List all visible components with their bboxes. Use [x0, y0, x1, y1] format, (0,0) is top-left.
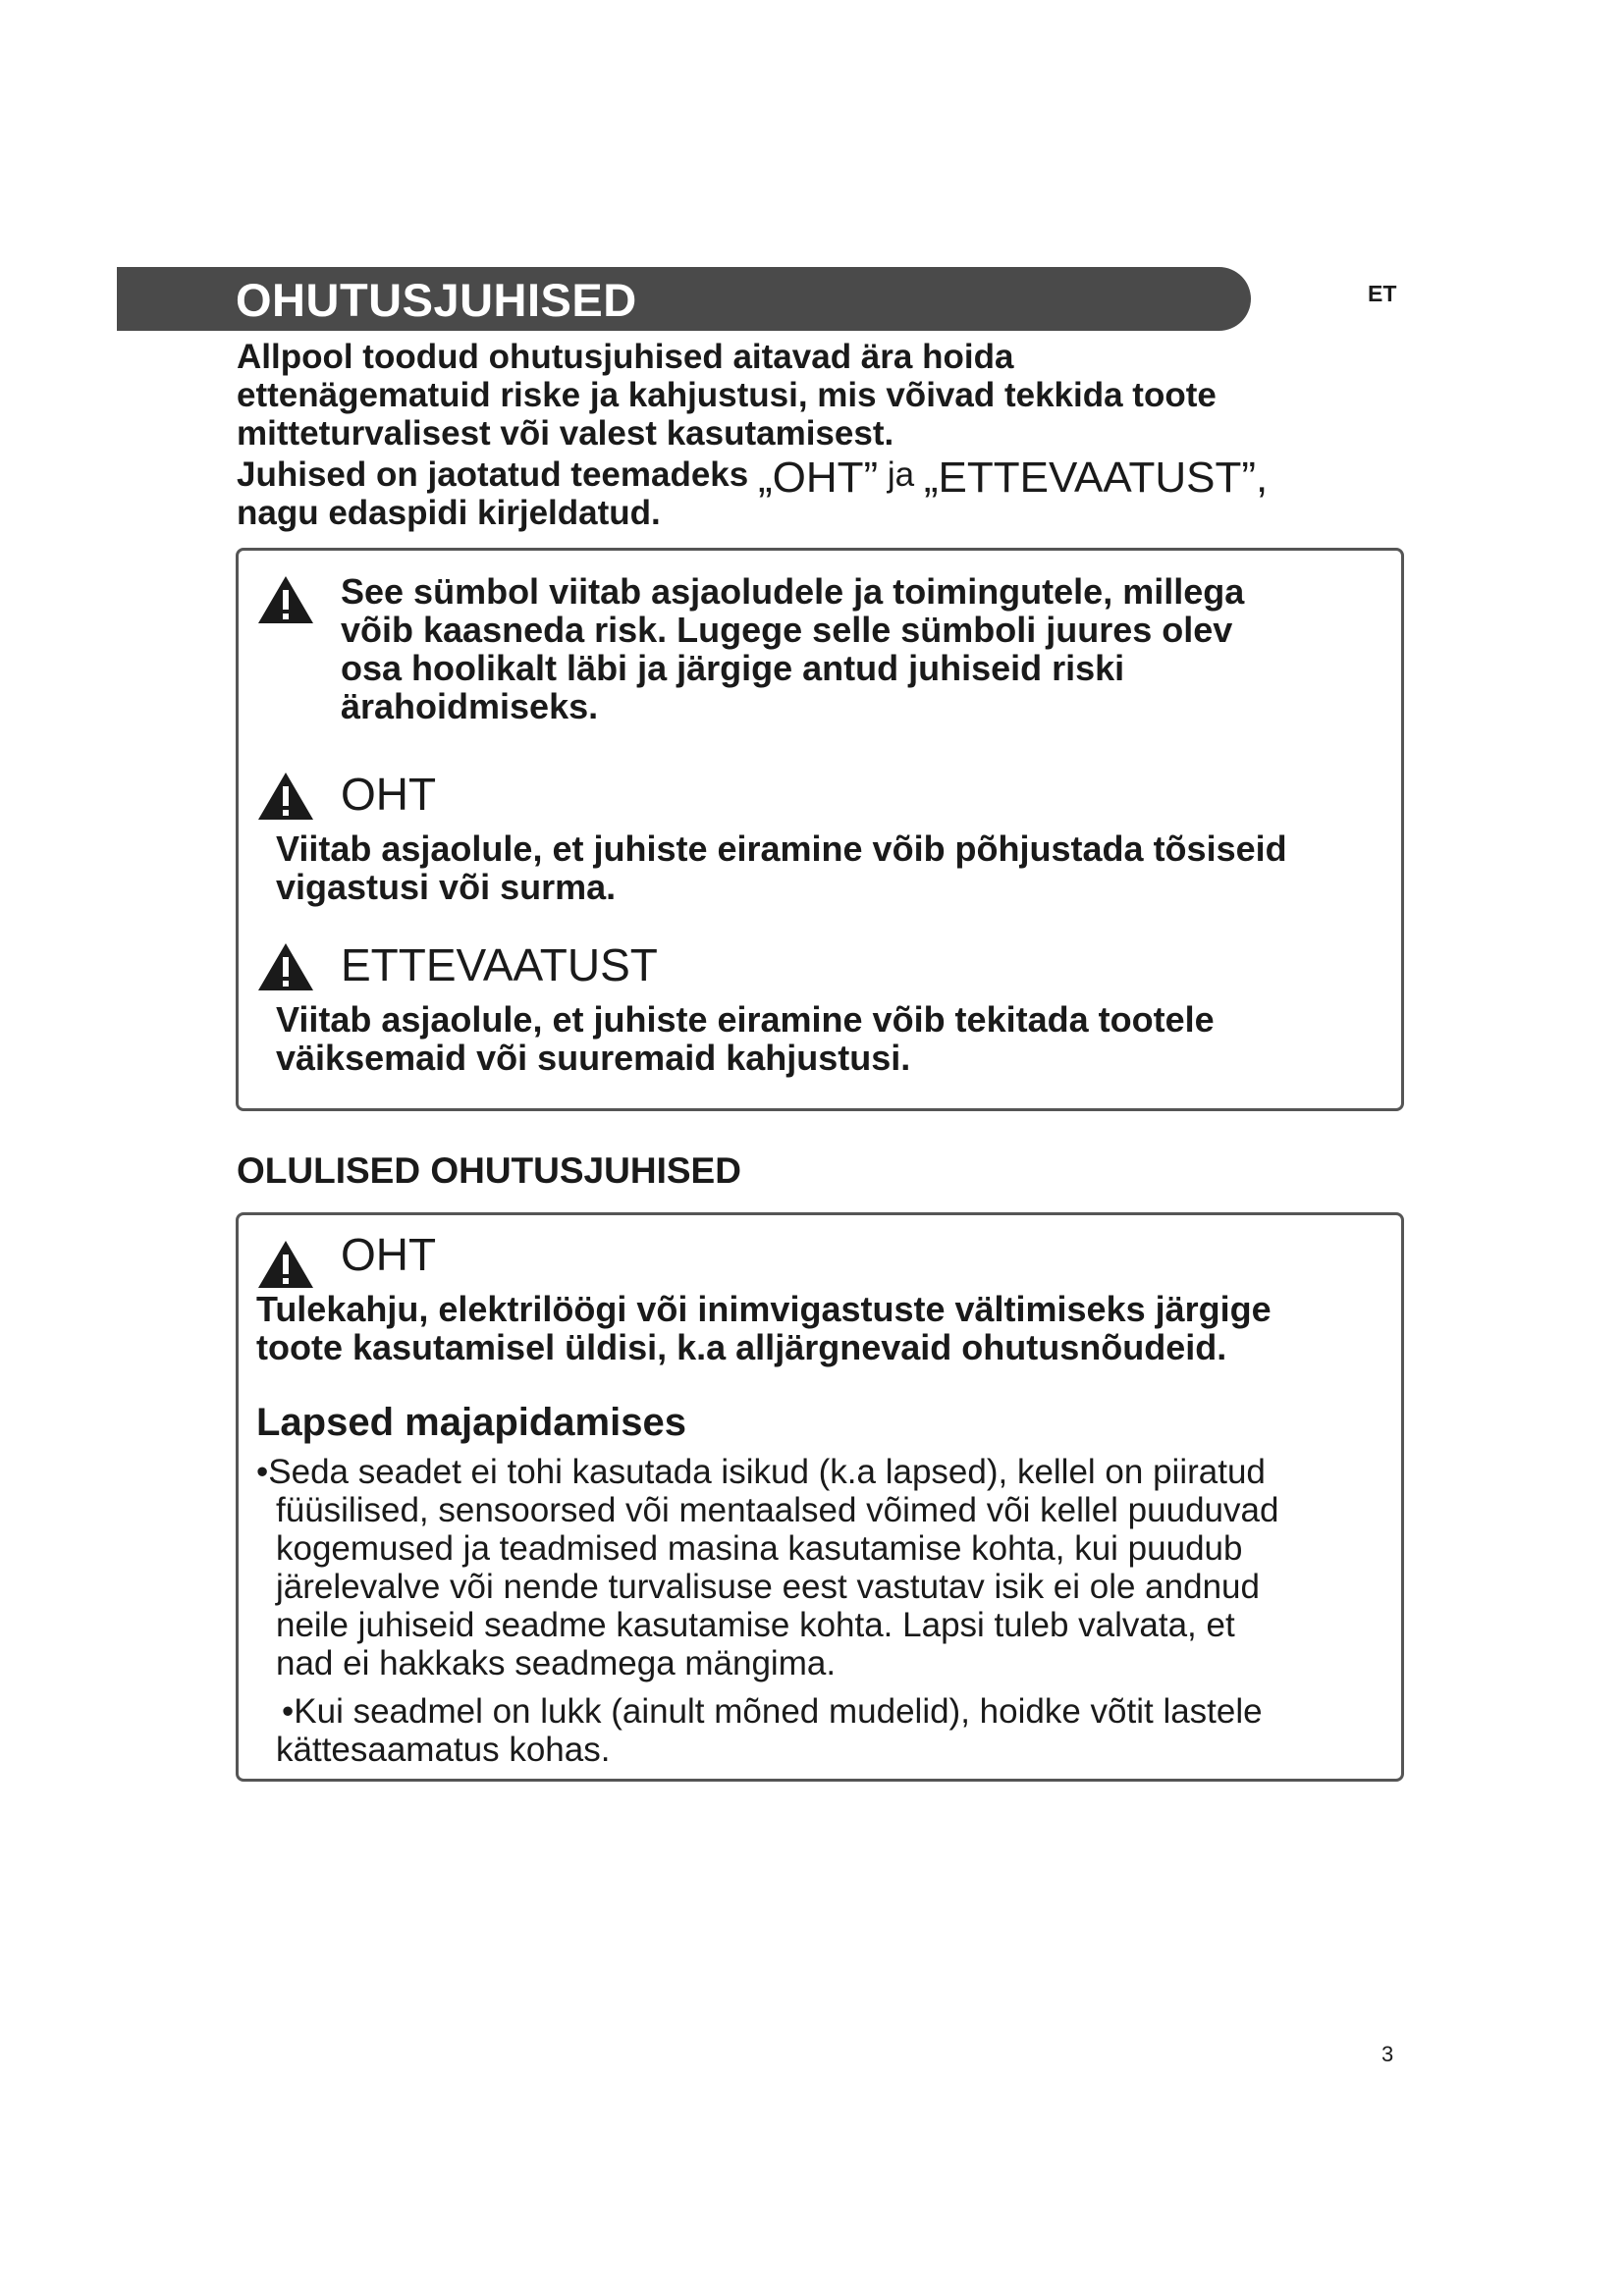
bullet-line: kättesaamatus kohas.	[276, 1731, 611, 1769]
bullet-line: kogemused ja teadmised masina kasutamise kohta, kui puudub	[276, 1529, 1243, 1568]
intro-line-1: Allpool toodud ohutusjuhised aitavad ära hoida	[237, 338, 1014, 376]
page-title: OHUTUSJUHISED	[236, 274, 637, 326]
intro-ja: ja	[878, 455, 924, 494]
danger-text-line: toote kasutamisel üldisi, k.a alljärgnevaid ohutusnõudeid.	[256, 1327, 1227, 1367]
symbol-text-line: See sümbol viitab asjaoludele ja toimingutele, millega	[341, 571, 1245, 612]
intro-line-5: nagu edaspidi kirjeldatud.	[237, 494, 661, 532]
danger-description	[256, 1290, 1385, 1366]
intro-caution-term: „ETTEVAATUST”,	[923, 454, 1269, 502]
bullet-children-usage	[256, 1453, 1385, 1682]
bullet-line: •Seda seadet ei tohi kasutada isikud (k.a lapsed), kellel on piiratud	[256, 1453, 1266, 1491]
bullet-line: nad ei hakkaks seadmega mängima.	[276, 1644, 837, 1682]
danger-text-line: vigastusi või surma.	[276, 867, 617, 907]
danger-description	[276, 829, 1385, 906]
caution-description	[276, 1000, 1385, 1077]
warning-triangle-icon	[256, 941, 315, 992]
bullet-lock-key	[276, 1692, 1381, 1769]
important-safety-box	[236, 1212, 1404, 1782]
bullet-line: •Kui seadmel on lukk (ainult mõned mudelid), hoidke võtit lastele	[282, 1692, 1263, 1731]
warning-triangle-icon	[256, 574, 315, 625]
symbol-explanation	[341, 572, 1381, 725]
symbol-text-line: võib kaasneda risk. Lugege selle sümboli juures olev	[341, 610, 1233, 650]
intro-line-3: mitteturvalisest või valest kasutamisest.	[237, 414, 894, 453]
danger-text-line: Viitab asjaolule, et juhiste eiramine võib põhjustada tõsiseid	[276, 828, 1287, 869]
danger-text-line: Tulekahju, elektrilöögi või inimvigastuste vältimiseks järgige	[256, 1289, 1272, 1329]
section-heading: OLULISED OHUTUSJUHISED	[237, 1150, 741, 1191]
symbol-text-line: osa hoolikalt läbi ja järgige antud juhiseid riski	[341, 648, 1125, 688]
symbol-legend-box	[236, 548, 1404, 1111]
bullet-line: neile juhiseid seadme kasutamise kohta. Lapsi tuleb valvata, et	[276, 1606, 1235, 1644]
children-subheading: Lapsed majapidamises	[256, 1401, 686, 1444]
danger-heading: OHT	[341, 1229, 437, 1280]
caution-text-line: Viitab asjaolule, et juhiste eiramine võib tekitada tootele	[276, 999, 1215, 1040]
danger-heading: OHT	[341, 769, 437, 820]
page-number: 3	[1381, 2042, 1394, 2066]
intro-text	[237, 338, 1435, 532]
warning-triangle-icon	[256, 771, 315, 822]
caution-text-line: väiksemaid või suuremaid kahjustusi.	[276, 1038, 911, 1078]
bullet-line: füüsilised, sensoorsed või mentaalsed võimed või kellel puuduvad	[276, 1491, 1279, 1529]
intro-line-4-text: Juhised on jaotatud teemadeks	[237, 455, 758, 494]
caution-heading: ETTEVAATUST	[341, 939, 658, 990]
symbol-text-line: ärahoidmiseks.	[341, 686, 599, 726]
intro-line-4	[237, 453, 1435, 502]
intro-line-2: ettenägematuid riske ja kahjustusi, mis võivad tekkida toote	[237, 376, 1217, 414]
bullet-line: järelevalve või nende turvalisuse eest vastutav isik ei ole andnud	[276, 1568, 1260, 1606]
intro-oht-term: „OHT”	[757, 454, 879, 502]
language-code: ET	[1368, 281, 1397, 306]
warning-triangle-icon	[256, 1239, 315, 1290]
